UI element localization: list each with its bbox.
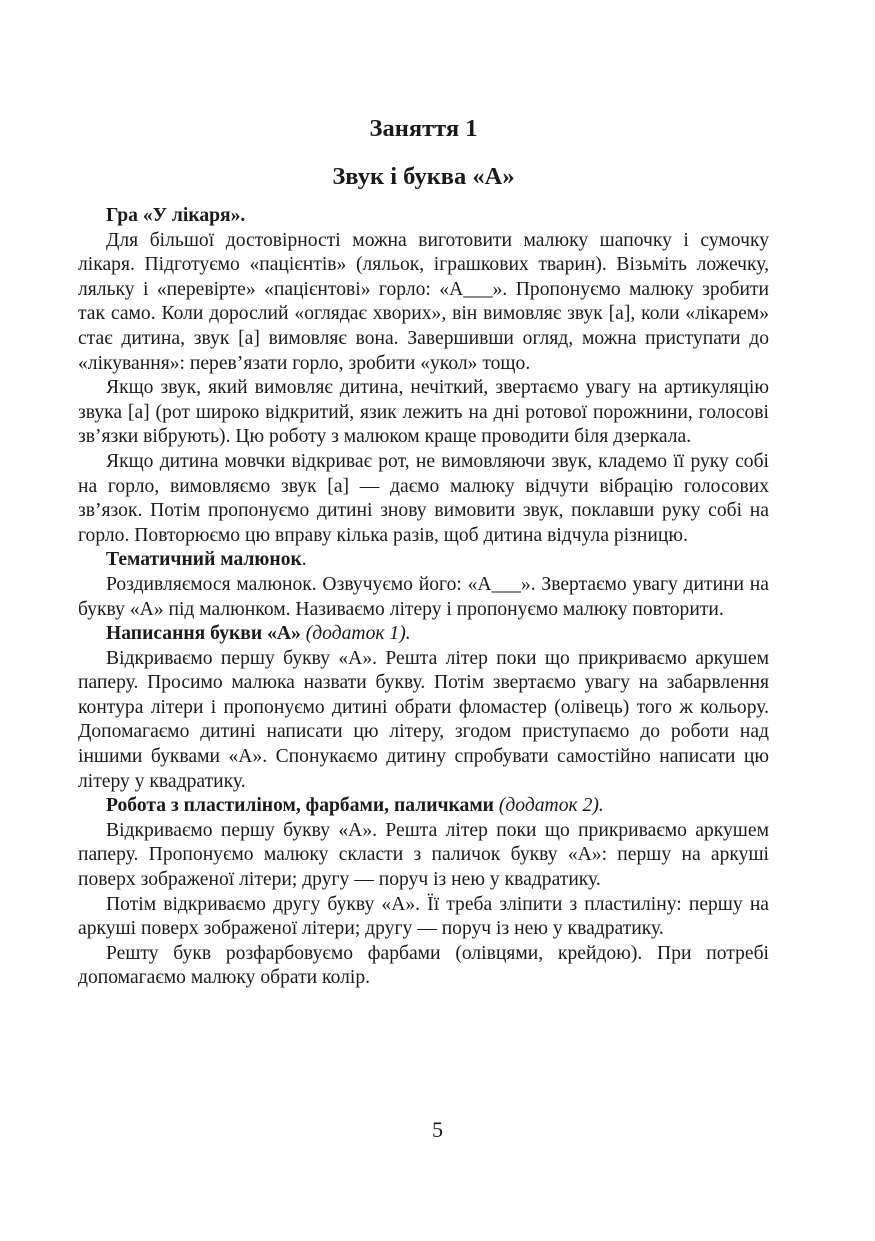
picture-heading xyxy=(78,548,769,573)
writing-paragraph-1: Відкриваємо першу букву «А». Решта літер поки що прикриваємо аркушем паперу. Просимо малюка назвати букву. Потім звертаємо увагу на забарвлення контура літери і пропонуємо дитині обрати фломастер (олівець) того ж кольору. Допомагаємо дитині написати цю літеру, згодом приступаємо до роботи над іншими буквами «А». Спонукаємо дитину спробувати самостійно написати цю літеру у квадратику. xyxy=(78,647,769,792)
picture-heading-text: Тематичний малюнок xyxy=(106,549,302,571)
writing-heading xyxy=(78,622,769,647)
game-paragraph-3: Якщо дитина мовчки відкриває рот, не вимовляючи звук, кладемо її руку собі на горло, вимовляємо звук [а] — даємо малюку відчути вібрацію голосових зв’язок. Потім пропонуємо дитині знову вимовити звук, поклавши руку собі на горло. Повторюємо цю вправу кілька разів, щоб дитина відчула різницю. xyxy=(78,450,769,546)
picture-heading-tail: . xyxy=(301,549,307,571)
writing-heading-text: Написання букви «А» xyxy=(106,623,301,645)
crafts-heading xyxy=(78,794,769,819)
page-content xyxy=(78,112,769,991)
crafts-appendix-note: (додаток 2). xyxy=(498,795,604,817)
crafts-heading-text: Робота з пластиліном, фарбами, паличками xyxy=(106,795,494,817)
topic-title: Звук і буква «А» xyxy=(332,163,515,190)
game-paragraph-2: Якщо звук, який вимовляє дитина, нечіткий, звертаємо увагу на артикуляцію звука [а] (рот широко відкритий, язик лежить на дні ротової порожнини, голосові зв’язки вібрують). Цю роботу з малюком краще проводити біля дзеркала. xyxy=(78,377,769,448)
crafts-paragraph-2: Потім відкриваємо другу букву «А». Її треба зліпити з пластиліну: першу на аркуші поверх зображеної літери; другу — поруч із нею у квадратику. xyxy=(78,893,769,940)
crafts-paragraph-3: Решту букв розфарбовуємо фарбами (олівцями, крейдою). При потребі допомагаємо малюку обрати колір. xyxy=(78,942,769,989)
game-paragraph-1: Для більшої достовірності можна виготовити малюку шапочку і сумочку лікаря. Підготуємо «пацієнтів» (ляльок, іграшкових тварин). Візьміть ложечку, ляльку і «перевірте» «пацієнтові» горло: «А___». Пропонуємо малюку зробити так само. Коли дорослий «оглядає хворих», він вимовляє звук [а], коли «лікарем» стає дитина, звук [а] вимовляє вона. Завершивши огляд, можна приступати до «лікування»: перев’язати горло, зробити «укол» тощо. xyxy=(78,229,769,374)
writing-appendix-note: (додаток 1). xyxy=(305,623,411,645)
crafts-paragraph-1: Відкриваємо першу букву «А». Решта літер поки що прикриваємо аркушем паперу. Пропонуємо малюку скласти з паличок букву «А»: першу на аркуші поверх зображеної літери; другу — поруч із нею у квадратику. xyxy=(78,819,769,891)
picture-paragraph-1: Роздивляємося малюнок. Озвучуємо його: «А___». Звертаємо увагу дитини на букву «А» під малюнком. Називаємо літеру і пропонуємо малюку повторити. xyxy=(78,573,769,620)
game-heading: Гра «У лікаря». xyxy=(106,205,246,226)
lesson-title: Заняття 1 xyxy=(369,115,478,142)
page-number: 5 xyxy=(432,1117,443,1142)
